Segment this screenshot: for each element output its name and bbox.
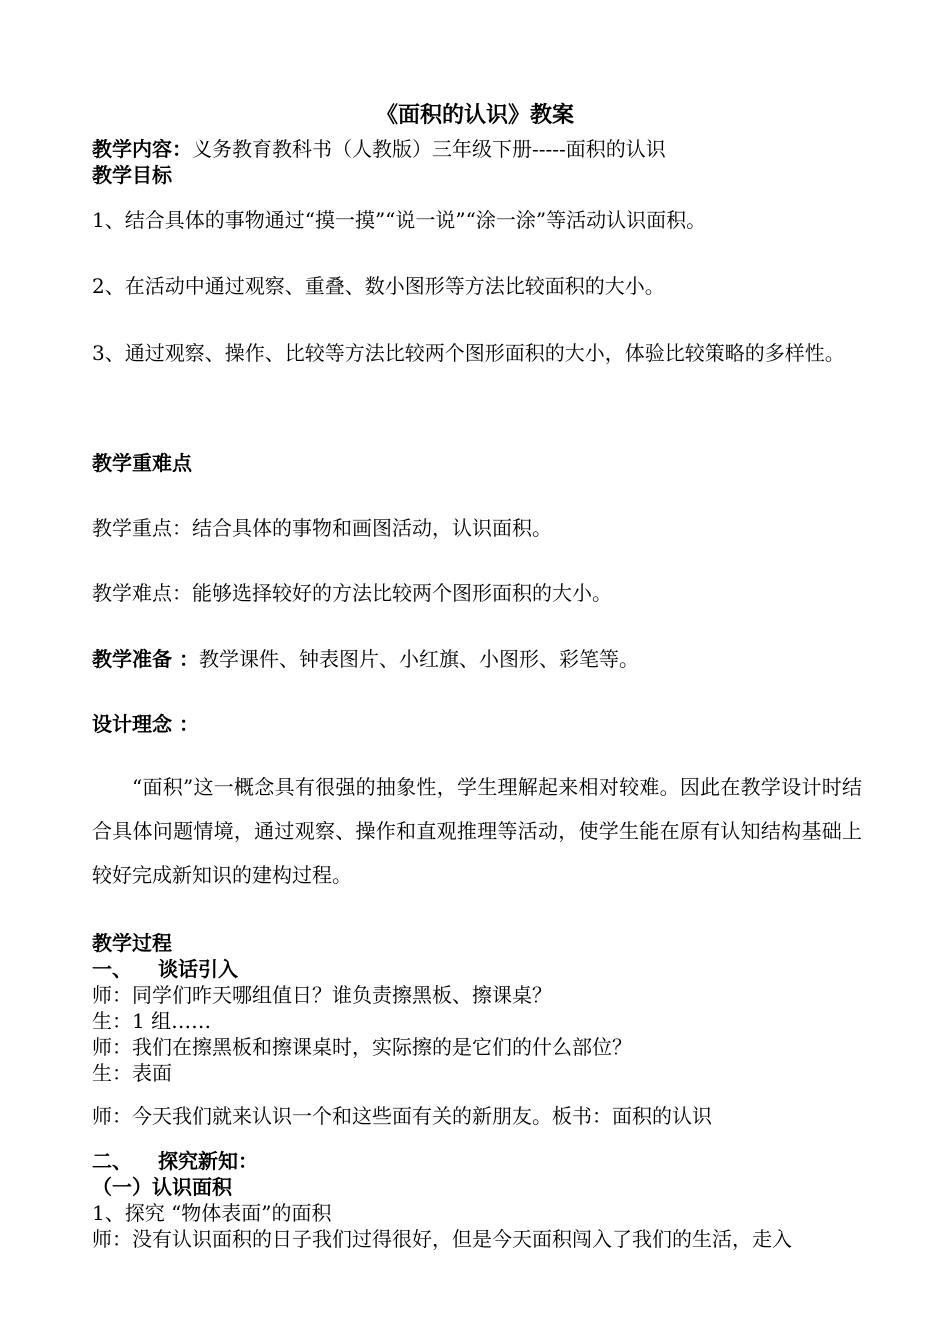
section-2-number: 二、 (92, 1149, 132, 1173)
goal-item-1: 1、结合具体的事物通过“摸一摸”“说一说”“涂一涂”等活动认识面积。 (92, 208, 707, 232)
key-points-heading: 教学重难点 (92, 451, 192, 475)
focus-line: 教学重点：结合具体的事物和画图活动，认识面积。 (92, 516, 552, 540)
dialogue-line-2: 生：1 组…… (92, 1009, 212, 1033)
dialogue-line-1: 师：同学们昨天哪组值日？谁负责擦黑板、擦课桌？ (92, 983, 552, 1007)
section-1-heading (92, 956, 238, 982)
goal-item-3: 3、通过观察、操作、比较等方法比较两个图形面积的大小，体验比较策略的多样性。 (92, 341, 845, 365)
concept-heading: 设计理念 ： (92, 712, 199, 736)
prep-line (92, 646, 639, 672)
content-line (92, 136, 666, 162)
document-title: 《面积的认识》教案 (375, 102, 574, 128)
dialogue-line-4: 生：表面 (92, 1061, 172, 1085)
content-label: 教学内容： (92, 137, 192, 161)
process-heading: 教学过程 (92, 931, 172, 955)
content-text: 义务教育教科书（人教版）三年级下册-----面积的认识 (192, 137, 666, 161)
step-1-line: 1、探究 “物体表面”的面积 (92, 1201, 332, 1225)
section-2-heading (92, 1148, 258, 1174)
concept-paragraph: “面积”这一概念具有很强的抽象性，学生理解起来相对较难。因此在教学设计时结合具体问题情境，通过观察、操作和直观推理等活动，使学生能在原有认知结构基础上较好完成新知识的建构过程。 (92, 775, 862, 887)
difficulty-line: 教学难点：能够选择较好的方法比较两个图形面积的大小。 (92, 581, 612, 605)
prep-label: 教学准备 ： (92, 647, 199, 671)
teacher-last-line: 师：没有认识面积的日子我们过得很好，但是今天面积闯入了我们的生活，走入 (92, 1227, 792, 1251)
prep-text: 教学课件、钟表图片、小红旗、小图形、彩笔等。 (198, 647, 639, 671)
section-2-title: 探究新知： (158, 1149, 258, 1173)
section-1-number: 一、 (92, 957, 132, 981)
goals-heading: 教学目标 (92, 163, 172, 187)
subsection-1-heading: （一）认识面积 (92, 1175, 232, 1199)
dialogue-line-3: 师：我们在擦黑板和擦课桌时，实际擦的是它们的什么部位？ (92, 1035, 632, 1059)
section-1-title: 谈话引入 (158, 957, 238, 981)
intro-line: 师：今天我们就来认识一个和这些面有关的新朋友。板书：面积的认识 (92, 1104, 712, 1128)
goal-item-2: 2、在活动中通过观察、重叠、数小图形等方法比较面积的大小。 (92, 274, 665, 298)
